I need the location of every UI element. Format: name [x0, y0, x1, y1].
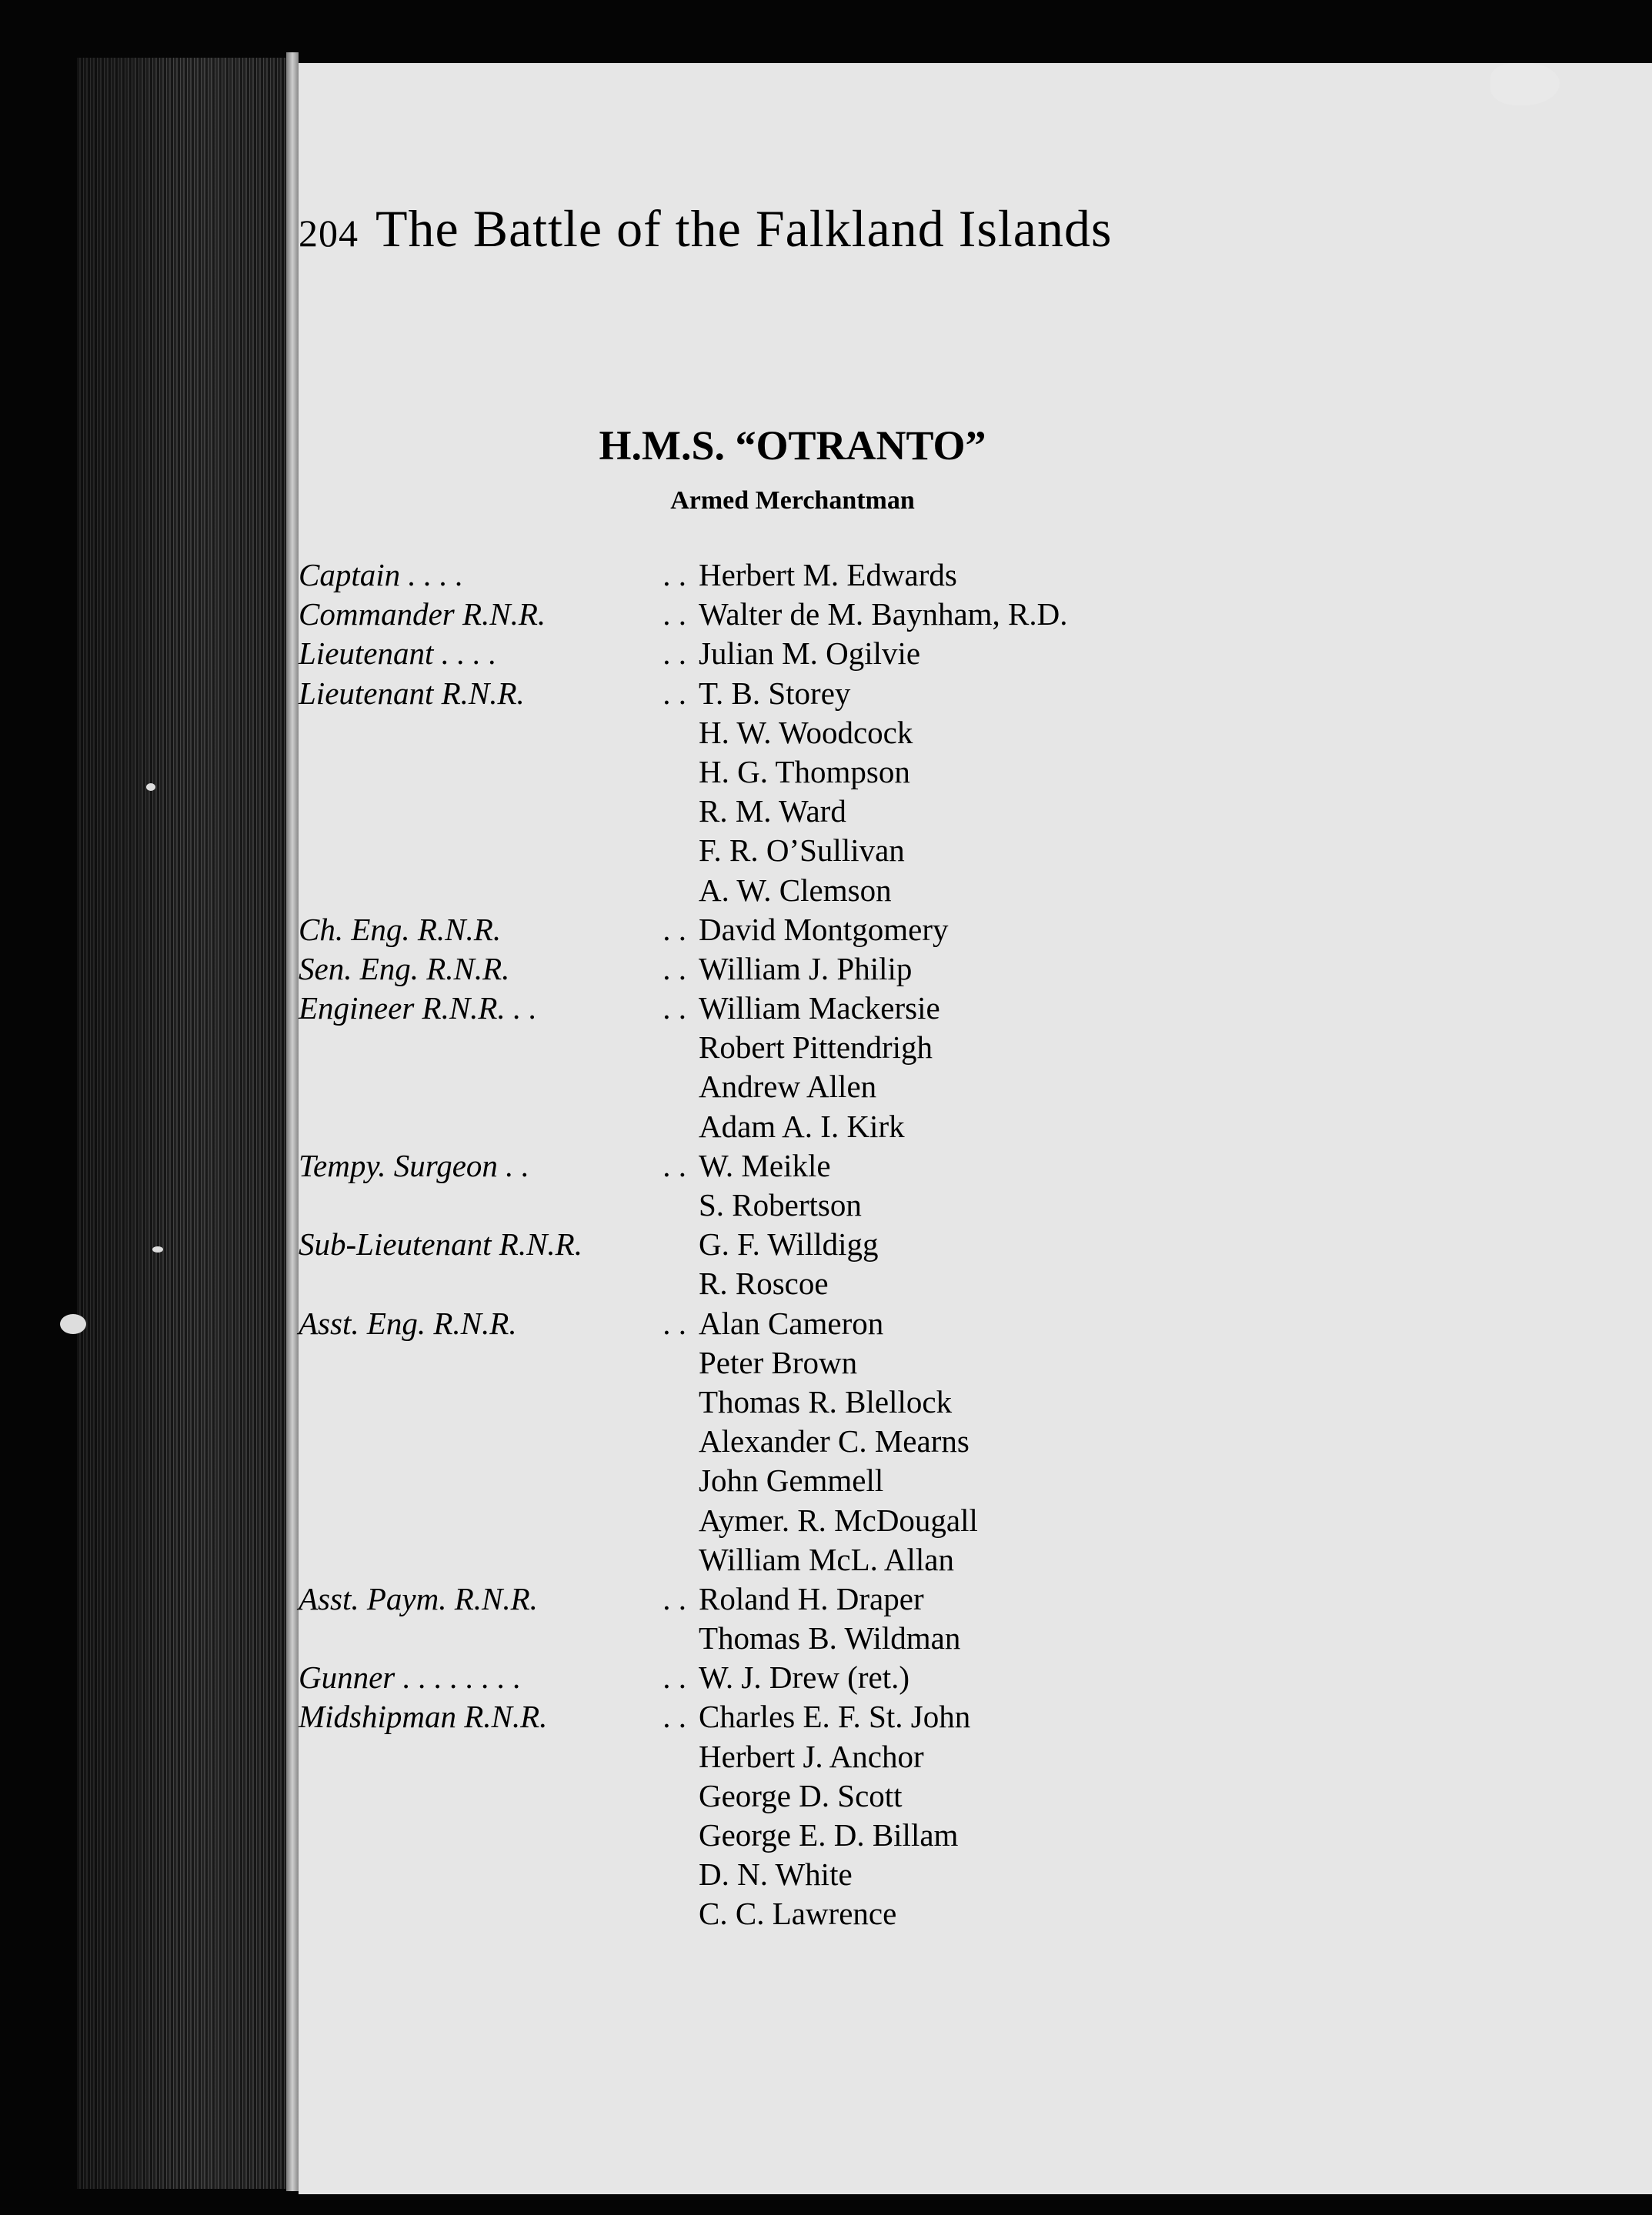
officer-name: R. M. Ward — [699, 793, 846, 829]
roster-row — [299, 1619, 1299, 1658]
officer-name: W. Meikle — [699, 1147, 831, 1183]
officer-name: W. J. Drew (ret.) — [699, 1660, 910, 1696]
dot-leader: . . — [662, 557, 686, 592]
officer-name: Aymer. R. McDougall — [699, 1502, 978, 1538]
rank-label: Lieutenant R.N.R. — [299, 675, 525, 711]
roster-row — [299, 1343, 1299, 1383]
running-head — [299, 198, 1376, 259]
officer-name: William J. Philip — [699, 950, 913, 986]
officer-name: H. G. Thompson — [699, 753, 910, 789]
torn-corner — [1490, 63, 1560, 105]
roster-row — [299, 674, 1299, 713]
roster-row — [299, 1737, 1299, 1776]
officer-name: D. N. White — [699, 1856, 853, 1893]
roster-row — [299, 752, 1299, 792]
dot-leader: . . — [662, 596, 686, 632]
dot-leader: . . — [662, 950, 686, 986]
roster-row — [299, 989, 1299, 1028]
roster-row — [299, 1816, 1299, 1855]
roster-row — [299, 713, 1299, 752]
dot-leader: . . — [662, 1699, 686, 1735]
officer-name: William McL. Allan — [699, 1541, 954, 1577]
roster-row — [299, 1304, 1299, 1343]
rank-label: Sen. Eng. R.N.R. — [299, 950, 510, 986]
officer-name: A. W. Clemson — [699, 872, 892, 908]
rank-label: Captain . . . . — [299, 557, 464, 592]
officer-name: Julian M. Ogilvie — [699, 635, 921, 672]
dot-leader: . . — [662, 1580, 686, 1616]
officer-name: William Mackersie — [699, 990, 940, 1026]
dot-leader: . . — [662, 635, 686, 672]
officer-name: Alexander C. Mearns — [699, 1423, 970, 1459]
roster-row — [299, 595, 1299, 634]
officer-name: T. B. Storey — [699, 675, 851, 711]
officer-name: Andrew Allen — [699, 1069, 877, 1105]
roster-row — [299, 1580, 1299, 1619]
roster-row — [299, 1383, 1299, 1422]
dot-leader: . . — [662, 675, 686, 711]
dot-leader: . . — [662, 990, 686, 1026]
rank-label: Lieutenant . . . . — [299, 635, 497, 672]
roster-row — [299, 792, 1299, 831]
officer-name: G. F. Willdigg — [699, 1226, 879, 1263]
roster-row — [299, 1697, 1299, 1736]
roster-row — [299, 1186, 1299, 1225]
rank-label: Asst. Paym. R.N.R. — [299, 1580, 538, 1616]
roster-row — [299, 634, 1299, 673]
dot-leader: . . — [662, 1305, 686, 1341]
roster-row — [299, 1658, 1299, 1697]
roster-row — [299, 1894, 1299, 1933]
officer-name: F. R. O’Sullivan — [699, 832, 905, 869]
officer-name: Alan Cameron — [699, 1305, 884, 1341]
officer-name: Charles E. F. St. John — [699, 1699, 971, 1735]
officer-name: George E. D. Billam — [699, 1817, 959, 1853]
ship-subtitle: Armed Merchantman — [670, 486, 915, 515]
dot-leader: . . — [662, 1147, 686, 1183]
rank-label: Engineer R.N.R. . . — [299, 990, 537, 1026]
officer-name: John Gemmell — [699, 1463, 884, 1499]
officer-name: Robert Pittendrigh — [699, 1029, 933, 1066]
rank-label: Gunner . . . . . . . . — [299, 1660, 522, 1696]
dot-leader: . . — [662, 1660, 686, 1696]
rank-label: Midshipman R.N.R. — [299, 1699, 548, 1735]
roster-row — [299, 1146, 1299, 1186]
officer-name: Roland H. Draper — [699, 1580, 924, 1616]
officer-name: H. W. Woodcock — [699, 714, 913, 750]
officer-name: Herbert M. Edwards — [699, 557, 957, 592]
roster-row — [299, 1501, 1299, 1540]
roster-row — [299, 1540, 1299, 1580]
roster-row — [299, 1107, 1299, 1146]
roster-row — [299, 555, 1299, 595]
roster-row — [299, 1776, 1299, 1816]
rank-label: Ch. Eng. R.N.R. — [299, 911, 502, 947]
officer-name: Thomas R. Blellock — [699, 1383, 953, 1419]
officer-name: C. C. Lawrence — [699, 1896, 897, 1932]
officer-roster — [299, 555, 1299, 1934]
officer-name: Adam A. I. Kirk — [699, 1108, 905, 1144]
officer-name: R. Roscoe — [699, 1266, 829, 1302]
page-gutter-edge — [286, 52, 299, 2191]
officer-name: Thomas B. Wildman — [699, 1620, 961, 1656]
officer-name: Peter Brown — [699, 1344, 858, 1380]
roster-row — [299, 949, 1299, 989]
roster-row — [299, 1225, 1299, 1264]
rank-label: Commander R.N.R. — [299, 596, 546, 632]
dot-leader: . . — [662, 911, 686, 947]
rank-label: Sub-Lieutenant R.N.R. — [299, 1226, 582, 1263]
rank-label: Asst. Eng. R.N.R. — [299, 1305, 517, 1341]
roster-row — [299, 1855, 1299, 1894]
book-page-edge — [77, 58, 296, 2189]
officer-name: Herbert J. Anchor — [699, 1738, 924, 1774]
dust-speck — [146, 783, 155, 791]
dust-speck — [60, 1314, 86, 1334]
officer-name: George D. Scott — [699, 1777, 903, 1813]
officer-name: David Montgomery — [699, 911, 949, 947]
ship-title: H.M.S. “OTRANTO” — [599, 422, 986, 469]
roster-row — [299, 1422, 1299, 1461]
roster-row — [299, 1067, 1299, 1106]
roster-row — [299, 871, 1299, 910]
page-number: 204 — [299, 212, 359, 255]
roster-row — [299, 1461, 1299, 1500]
dust-speck — [152, 1246, 163, 1253]
roster-row — [299, 831, 1299, 870]
officer-name: Walter de M. Baynham, R.D. — [699, 596, 1068, 632]
roster-row — [299, 910, 1299, 949]
roster-row — [299, 1028, 1299, 1067]
running-head-title: The Battle of the Falkland Islands — [375, 199, 1113, 258]
officer-name: S. Robertson — [699, 1187, 862, 1223]
roster-row — [299, 1264, 1299, 1303]
rank-label: Tempy. Surgeon . . — [299, 1147, 529, 1183]
